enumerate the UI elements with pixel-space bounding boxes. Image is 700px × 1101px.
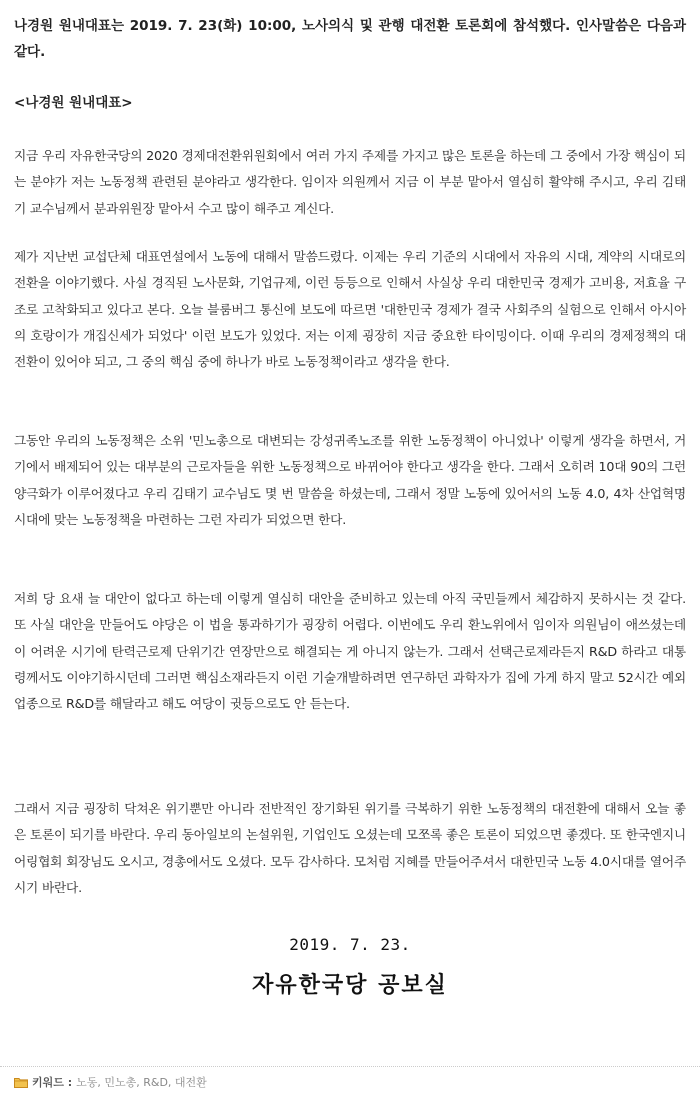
speech-paragraph-4: 저희 당 요새 늘 대안이 없다고 하는데 이렇게 열심히 대안을 준비하고 있는데 아직 국민들께서 체감하지 못하시는 것 같다. 또 사실 대안을 만들어도 야당은 이 법을 통과하기가 굉장히 어렵다. 이번에도 우리 환노위에서 임이자 의원님이 애쓰셨는데 이 어려운 시기에 탄력근로제 단위기간 연장만으로 해결되는 게 아니지 않는가. 그래서 선택근로제라든지 R&D 하라고 대통령께서도 이야기하시던데 그러면 핵심소재라든지 이런 기술개발하려면 연구하던 과학자가 집에 가게 하지 말고 52시간 예외업종으로 R&D를 해달라고 해도 여당이 귓등으로도 안 듣는다. — [14, 591, 686, 712]
keyword-values[interactable]: 노동, 민노총, R&D, 대전환 — [76, 1076, 207, 1089]
signature-date: 2019. 7. 23. — [289, 935, 411, 954]
keyword-divider — [0, 1066, 700, 1067]
speech-paragraph-2: 제가 지난번 교섭단체 대표연설에서 노동에 대해서 말씀드렸다. 이제는 우리 기준의 시대에서 자유의 시대, 계약의 시대로의 전환을 이야기했다. 사실 경직된 노사문화, 기업규제, 이런 등등으로 인해서 사실상 우리 대한민국 경제가 고비용, 저효율 구조로 고착화되고 있다고 본다. 오늘 블룸버그 통신에 보도에 따르면 '대한민국 경제가 결국 사회주의 실험으로 인해서 아시아의 호랑이가 개집신세가 되었다' 이런 보도가 있었다. 저는 이제 굉장히 지금 중요한 타이밍이다. 이때 우리의 경제정책의 대전환이 있어야 되고, 그 중의 핵심 중에 하나가 바로 노동정책이라고 생각을 한다. — [14, 249, 686, 370]
keyword-label: 키워드 : — [32, 1076, 73, 1089]
folder-icon — [14, 1077, 28, 1088]
speech-paragraph-1: 지금 우리 자유한국당의 2020 경제대전환위원회에서 여러 가지 주제를 가지고 많은 토론을 하는데 그 중에서 가장 핵심이 되는 분야가 저는 노동정책 관련된 분야라고 생각한다. 임이자 의원께서 지금 이 부분 맡아서 열심히 활약해 주시고, 우리 김태기 교수님께서 분과위원장 맡아서 수고 많이 해주고 계신다. — [14, 148, 686, 216]
speech-paragraph-3: 그동안 우리의 노동정책은 소위 '민노총으로 대변되는 강성귀족노조를 위한 노동정책이 아니었나' 이렇게 생각을 하면서, 거기에서 배제되어 있는 대부분의 근로자들을 위한 노동정책으로 바뀌어야 한다고 생각을 한다. 그래서 오히려 10대 90의 그런 양극화가 이루어졌다고 우리 김태기 교수님도 몇 번 말씀을 하셨는데, 그래서 정말 노동에 있어서의 노동 4.0, 4차 산업혁명 시대에 맞는 노동정책을 마련하는 그런 자리가 되었으면 한다. — [14, 433, 686, 527]
keyword-bar — [14, 1074, 207, 1090]
speech-paragraph-5: 그래서 지금 굉장히 닥쳐온 위기뿐만 아니라 전반적인 장기화된 위기를 극복하기 위한 노동정책의 대전환에 대해서 오늘 좋은 토론이 되기를 바란다. 우리 동아일보의 논설위원, 기업인도 오셨는데 모쪼록 좋은 토론이 되었으면 좋겠다. 또 한국엔지니어링협회 회장님도 오시고, 경총에서도 오셨다. 모두 감사하다. 모처럼 지혜를 만들어주셔서 대한민국 노동 4.0시대를 열어주시기 바란다. — [14, 801, 686, 895]
signature-org: 자유한국당 공보실 — [252, 973, 448, 998]
lead-paragraph: 나경원 원내대표는 2019. 7. 23(화) 10:00, 노사의식 및 관행 대전환 토론회에 참석했다. 인사말씀은 다음과 같다. — [14, 18, 686, 60]
speaker-label: <나경원 원내대표> — [14, 95, 133, 111]
